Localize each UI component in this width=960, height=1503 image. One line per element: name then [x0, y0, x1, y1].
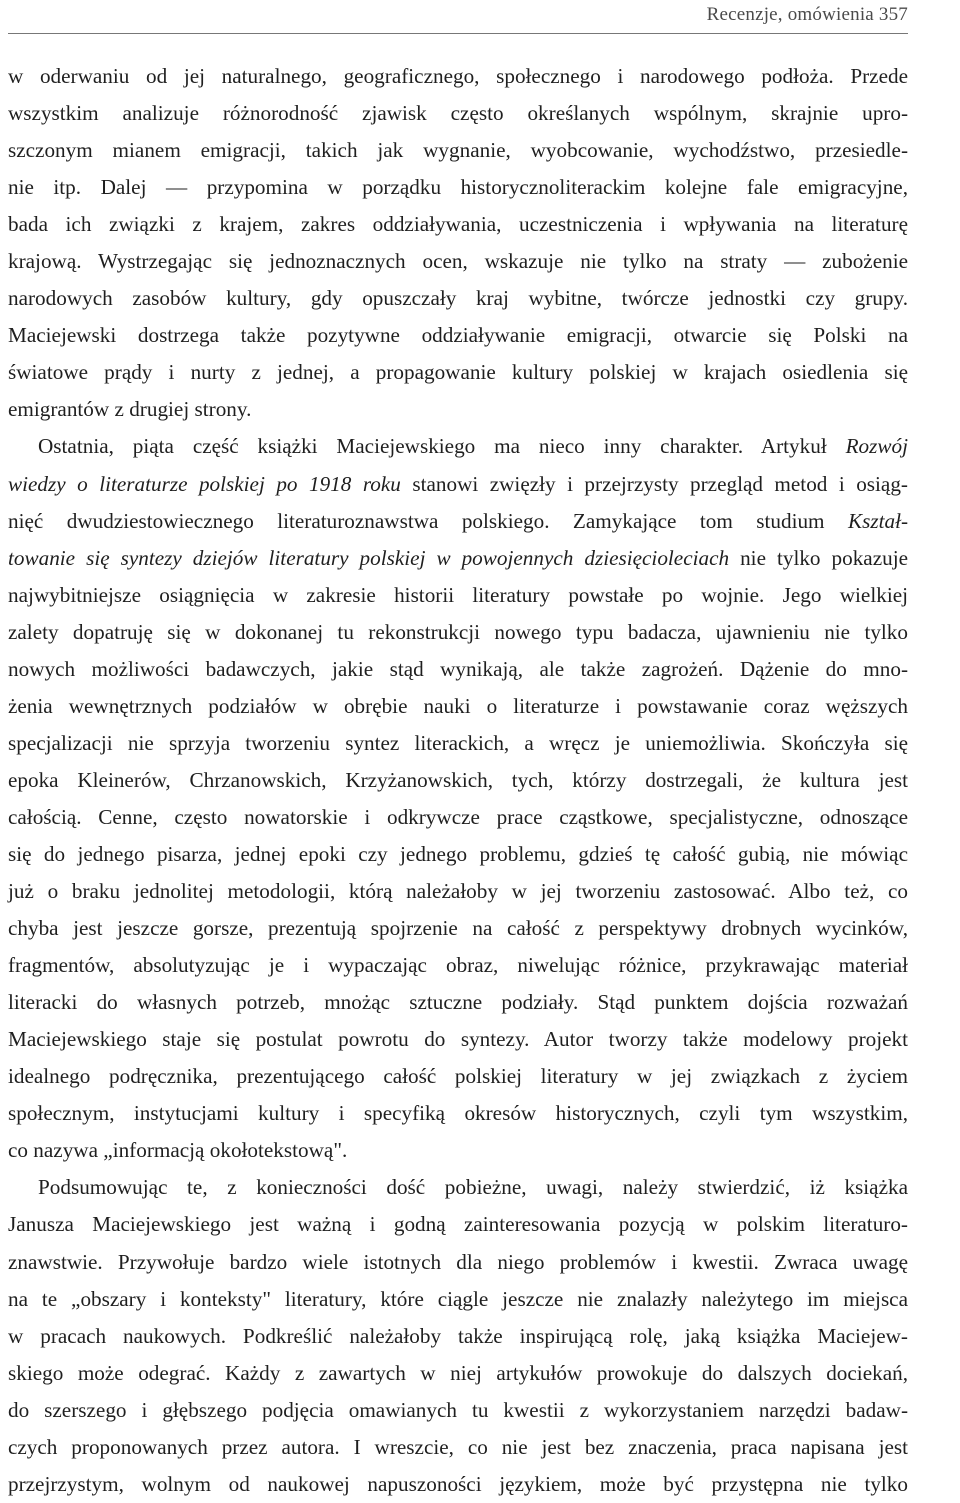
text-line: Ostatnia, piąta część książki Maciejewskiego ma nieco inny charakter. Artykuł Rozwój [38, 434, 909, 459]
text-line: czych proponowanych przez autora. I wreszcie, co nie jest bez znaczenia, praca napisana jest [8, 1434, 908, 1459]
header-rule [8, 33, 908, 34]
text-line: bada ich związki z krajem, zakres oddziaływania, uczestniczenia i wpływania na literaturę [8, 212, 908, 237]
text-line: krajową. Wystrzegając się jednoznacznych ocen, wskazuje nie tylko na straty — zubożenie [8, 249, 908, 274]
text-line: literacki do własnych potrzeb, mnożąc sztuczne podziały. Stąd punktem dojścia rozważań [8, 990, 908, 1015]
text-line: zalety dopatruję się w dokonanej tu rekonstrukcji nowego typu badacza, ujawnieniu nie tylko [8, 619, 908, 644]
italic-title: towanie się syntezy dziejów literatury polskiej w powojennych dziesięcioleciach [8, 545, 730, 570]
body-text [8, 58, 908, 1503]
text-line: już o braku jednolitej metodologii, którą należałoby w jej tworzeniu zastosować. Albo też, co [8, 879, 908, 904]
text-line: nie itp. Dalej — przypomina w porządku historycznoliterackim kolejne fale emigracyjne, [8, 175, 908, 200]
text-line: co nazywa „informacją okołotekstową". [8, 1138, 348, 1163]
text-line: nięć dwudziestowiecznego literaturoznawstwa polskiego. Zamykające tom studium Kształ- [8, 508, 909, 533]
text-line: Janusza Maciejewskiego jest ważną i godną zainteresowania pozycją w polskim literaturo- [8, 1212, 908, 1237]
running-title: Recenzje, omówienia [706, 4, 874, 25]
text-line: społecznym, instytucjami kultury i specyfiką okresów historycznych, czyli tym wszystkim, [8, 1101, 908, 1126]
text-line: w pracach naukowych. Podkreślić należałoby także inspirującą rolę, jaką książka Maciejew- [8, 1323, 908, 1348]
text-line: skiego może odegrać. Każdy z zawartych w niej artykułów prowokuje do dalszych dociekań, [8, 1360, 908, 1385]
text-line: znawstwie. Przywołuje bardzo wiele istotnych dla niego problemów i kwestii. Zwraca uwagę [8, 1249, 908, 1274]
text-line: światowe prądy i nurty z jednej, a propagowanie kultury polskiej w krajach osiedlenia się [8, 360, 908, 385]
text-line: Podsumowując te, z konieczności dość pobieżne, uwagi, należy stwierdzić, iż książka [38, 1175, 908, 1200]
text-line: Maciejewski dostrzega także pozytywne oddziaływanie emigracji, otwarcie się Polski na [8, 323, 908, 348]
text-line: przejrzystym, wolnym od naukowej napuszoności językiem, może być przystępna nie tylko [8, 1471, 908, 1496]
italic-title: Rozwój [845, 434, 909, 459]
text-line: na te „obszary i konteksty" literatury, które ciągle jeszcze nie znalazły należytego im miejsca [8, 1286, 908, 1311]
text-line: się do jednego pisarza, jednej epoki czy jednego problemu, gdzieś tę całość gubią, nie mówiąc [8, 841, 908, 866]
text-line: towanie się syntezy dziejów literatury polskiej w powojennych dziesięcioleciach nie tylko pokazuje [8, 545, 908, 570]
text-line: narodowych zasobów kultury, gdy opuszczały kraj wybitne, twórcze jednostki czy grupy. [8, 286, 908, 311]
page-number: 357 [878, 4, 908, 25]
text-line: najwybitniejsze osiągnięcia w zakresie historii literatury powstałe po wojnie. Jego wielkiej [8, 582, 908, 607]
text-line: wiedzy o literaturze polskiej po 1918 roku stanowi zwięzły i przejrzysty przegląd metod i osiąg- [8, 471, 908, 496]
italic-title: wiedzy o literaturze polskiej po 1918 roku [8, 471, 401, 496]
text-line: nowych możliwości badawczych, jakie stąd wynikają, ale także zagrożeń. Dążenie do mno- [8, 656, 908, 681]
running-head [707, 4, 908, 26]
text-line: idealnego podręcznika, prezentującego całość polskiej literatury w jej związkach z życiem [8, 1064, 908, 1089]
text-line: wszystkim analizuje różnorodność zjawisk często określanych wspólnym, skrajnie upro- [8, 101, 908, 126]
text-line: fragmentów, absolutyzując je i wypaczając obraz, niwelując różnice, przykrawając materiał [8, 953, 908, 978]
italic-title: Kształ- [847, 508, 909, 533]
text-line: całością. Cenne, często nowatorskie i odkrywcze prace cząstkowe, specjalistyczne, odnoszące [8, 804, 908, 829]
text-line: chyba jest jeszcze gorsze, prezentują spojrzenie na całość z perspektywy drobnych wycinków, [8, 916, 908, 941]
text-line: do szerszego i głębszego podjęcia omawianych tu kwestii z wykorzystaniem narzędzi badaw- [8, 1397, 908, 1422]
text-line: Maciejewskiego staje się postulat powrotu do syntezy. Autor tworzy także modelowy projekt [8, 1027, 908, 1052]
text-line: specjalizacji nie sprzyja tworzeniu syntez literackich, a wręcz je uniemożliwia. Skończyła się [8, 730, 908, 755]
text-line: szczonym mianem emigracji, takich jak wygnanie, wyobcowanie, wychodźstwo, przesiedle- [8, 138, 908, 163]
text-line: epoka Kleinerów, Chrzanowskich, Krzyżanowskich, tych, którzy dostrzegali, że kultura jest [8, 767, 908, 792]
text-line: żenia wewnętrznych podziałów w obrębie nauki o literaturze i powstawanie coraz węższych [8, 693, 908, 718]
text-line: emigrantów z drugiej strony. [8, 397, 252, 422]
text-line: w oderwaniu od jej naturalnego, geograficznego, społecznego i narodowego podłoża. Przede [8, 64, 908, 88]
